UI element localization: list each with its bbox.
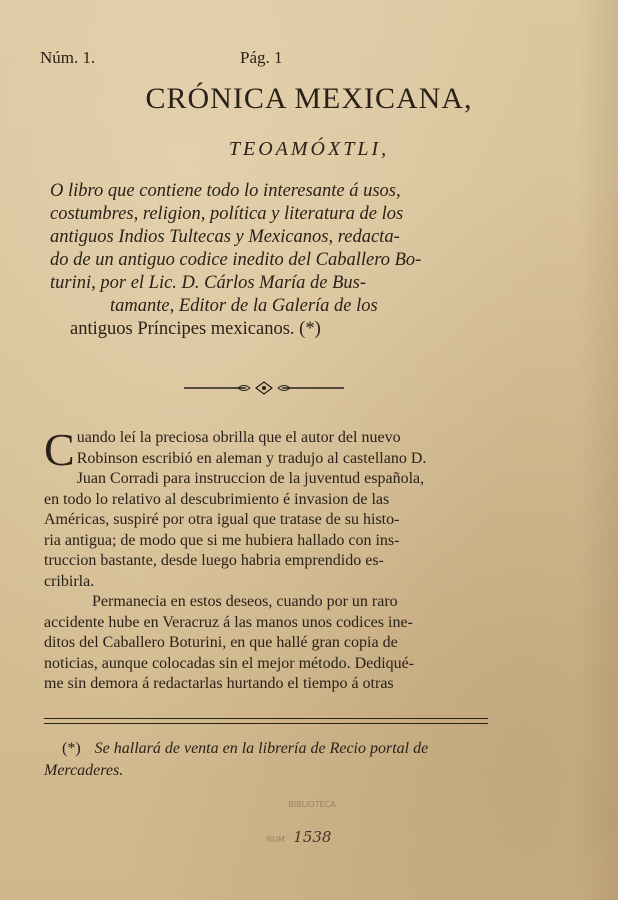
- body-line: Robinson escribió en aleman y tradujo al castellano D.: [76, 449, 427, 467]
- footnote-mark: (*): [62, 740, 81, 757]
- description-line: antiguos Príncipes mexicanos. (*): [70, 319, 321, 339]
- body-line: ria antigua; de modo que si me hubiera hallado con ins-: [44, 531, 400, 549]
- description-line: antiguos Indios Tultecas y Mexicanos, redacta-: [50, 227, 400, 247]
- description-line: costumbres, religion, política y literatura de los: [50, 204, 404, 224]
- handwritten-number: 1538: [293, 828, 332, 846]
- body-line: Permanecia en estos deseos, cuando por un raro: [92, 593, 398, 610]
- document-title: CRÓNICA MEXICANA,: [145, 82, 473, 115]
- body-line: me sin demora á redactarlas hurtando el tiempo á otras: [44, 675, 394, 692]
- stamp-line: BIBLIOTECA: [288, 800, 336, 809]
- description-line: do de un antiguo codice inedito del Caballero Bo-: [50, 250, 422, 270]
- footnote-rule: [44, 718, 488, 724]
- library-stamp: [258, 800, 366, 848]
- page-number: Pág. 1: [240, 48, 283, 67]
- footnote: [44, 738, 490, 782]
- body-line: cribirla.: [44, 572, 95, 590]
- ornament-divider: [184, 380, 344, 396]
- body-text: [44, 424, 488, 695]
- description-line: tamante, Editor de la Galería de los: [110, 296, 378, 316]
- body-line: noticias, aunque colocadas sin el mejor método. Dediqué-: [44, 654, 415, 672]
- description-line: turini, por el Lic. D. Cárlos María de Bus-: [50, 273, 367, 293]
- page-edge-shadow: [578, 0, 618, 900]
- body-line: en todo lo relativo al descubrimiento é invasion de las: [44, 490, 390, 508]
- document-subtitle: TEOAMÓXTLI,: [228, 138, 390, 160]
- issue-number: Núm. 1.: [40, 48, 96, 67]
- title-description: [50, 180, 480, 341]
- body-line: truccion bastante, desde luego habria emprendido es-: [44, 552, 384, 569]
- drop-cap: C: [44, 424, 75, 475]
- footnote-line: Mercaderes.: [44, 762, 124, 779]
- body-line: Américas, suspiré por otra igual que tratase de su histo-: [44, 511, 400, 528]
- stamp-num-prefix: NUM: [266, 835, 285, 844]
- body-line: Juan Corradi para instruccion de la juventud española,: [76, 470, 425, 487]
- stamp-number-line: [258, 828, 366, 846]
- body-line: uando leí la preciosa obrilla que el autor del nuevo: [76, 429, 401, 446]
- body-line: ditos del Caballero Boturini, en que hallé gran copia de: [44, 634, 398, 651]
- body-line: accidente hube en Veracruz á las manos unos codices ine-: [44, 613, 413, 631]
- footnote-line: [44, 738, 490, 760]
- description-line: O libro que contiene todo lo interesante á usos,: [50, 181, 401, 201]
- footnote-text: Se hallará de venta en la librería de Recio portal de: [94, 740, 429, 757]
